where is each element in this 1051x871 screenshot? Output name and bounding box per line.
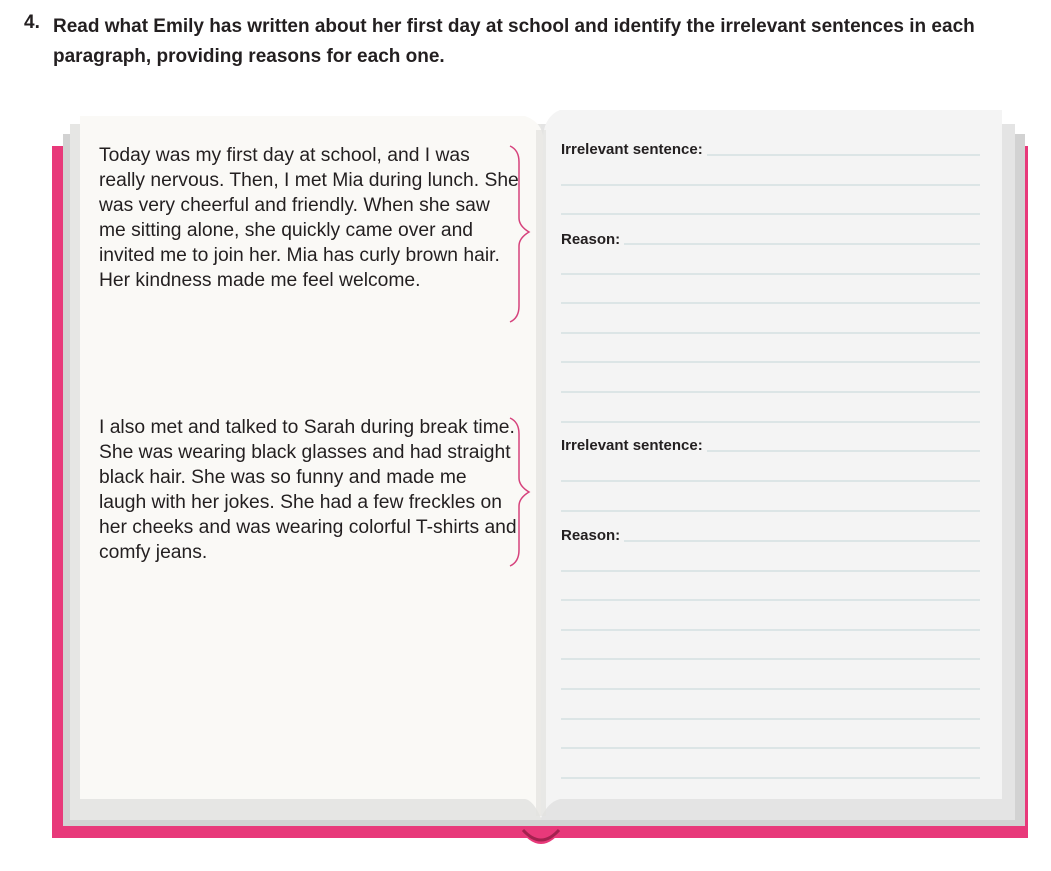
reason-label-2: Reason: [561, 527, 624, 545]
question-number: 4. [24, 12, 40, 33]
paragraph-1: Today was my first day at school, and I was really nervous. Then, I met Mia during lunch. She was very cheerful and friendly. When she saw me sitting alone, she quickly came over and invited me to join her. Mia has curly brown hair. Her kindness made me feel welcome. [99, 145, 519, 291]
reason-label-1: Reason: [561, 231, 624, 249]
right-page [541, 110, 1002, 818]
irrelevant-sentence-label-2: Irrelevant sentence: [561, 437, 707, 455]
question-text: Read what Emily has written about her first day at school and identify the irrelevant sentences in each paragraph, providing reasons for each one. [53, 16, 975, 67]
paragraph-2: I also met and talked to Sarah during break time. She was wearing black glasses and had straight black hair. She was so funny and made me laugh with her jokes. She had a few freckles on her cheeks and was wearing colorful T-shirts and comfy jeans. [99, 417, 517, 563]
irrelevant-sentence-label-1: Irrelevant sentence: [561, 141, 707, 159]
